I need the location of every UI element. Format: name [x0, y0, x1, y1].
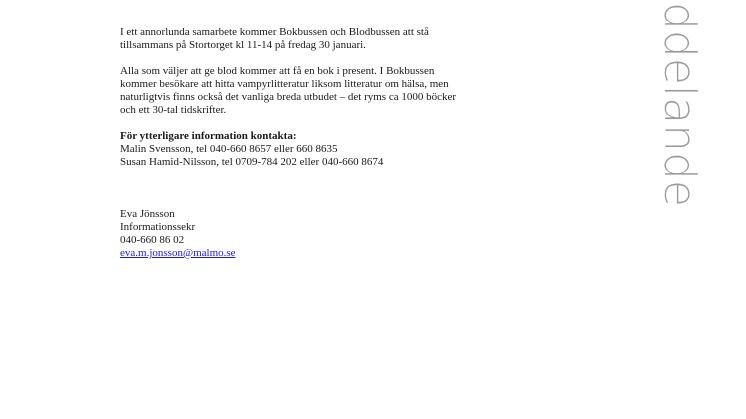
vertical-heading-text: ddelande — [654, 2, 705, 208]
signature-title: Informationssekr — [120, 221, 196, 233]
intro-paragraph: I ett annorlunda samarbete kommer Bokbussen och Blodbussen att stå tillsammans på Stortorget kl 11-14 på fredag 30 januari. — [120, 26, 429, 51]
section-spacer — [120, 169, 590, 208]
paragraph-spacer — [120, 117, 590, 130]
paragraph-spacer — [120, 52, 590, 65]
signature-phone: 040-660 86 02 — [120, 234, 185, 246]
signature-block — [120, 208, 590, 260]
press-release-body — [120, 26, 590, 260]
details-paragraph: Alla som väljer att ge blod kommer att få en bok i present. I Bokbussen kommer besökare att hitta vampyrlitteratur liksom litteratur om hälsa, men naturligtvis finns också det vanliga breda utbudet – det ryms ca 1000 böcker och ett 30-tal tidskrifter. — [120, 65, 457, 116]
contact-heading: För ytterligare information kontakta: — [120, 130, 297, 142]
contact-line-susan: Susan Hamid-Nilsson, tel 0709-784 202 eller 040-660 8674 — [120, 156, 384, 168]
vertical-heading — [654, 2, 705, 232]
contact-section — [120, 130, 590, 169]
contact-line-malin: Malin Svensson, tel 040-660 8657 eller 660 8635 — [120, 143, 338, 155]
signature-email-link[interactable]: eva.m.jonsson@malmo.se — [120, 247, 236, 259]
signature-name: Eva Jönsson — [120, 208, 175, 220]
